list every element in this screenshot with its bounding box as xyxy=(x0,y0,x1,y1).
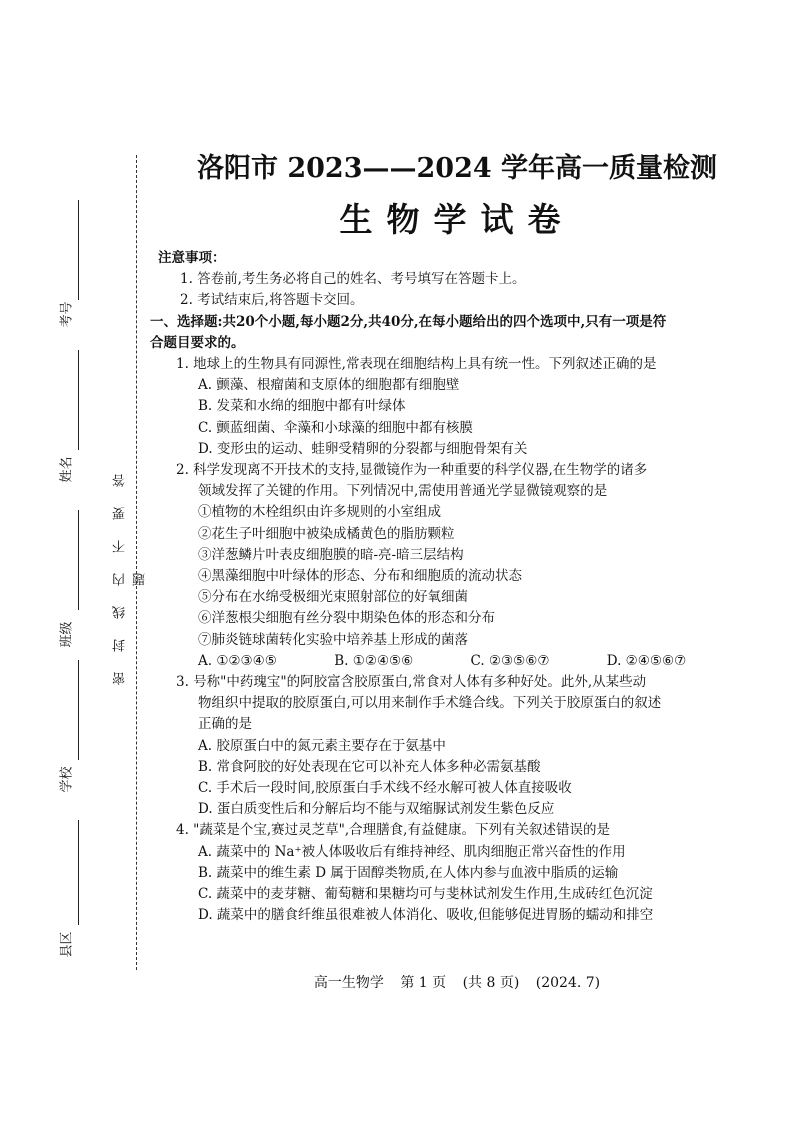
notice-item: 2. 考试结束后,将答题卡交回。 xyxy=(180,292,364,309)
school-line xyxy=(78,660,79,760)
question-4-option-d: D. 蔬菜中的膳食纤维虽很难被人体消化、吸收,但能够促进胃肠的蠕动和排空 xyxy=(198,907,654,924)
question-1-stem: 1. 地球上的生物具有同源性,常表现在细胞结构上具有统一性。下列叙述正确的是 xyxy=(176,356,657,373)
name-label: 姓名 xyxy=(59,456,75,483)
question-2-option-a: A. ①②③④⑤ xyxy=(198,652,277,669)
question-3-stem-cont: 物组织中提取的胶原蛋白,可以用来制作手术缝合线。下列关于胶原蛋白的叙述 xyxy=(198,695,662,712)
seal-line-notice: 密封线内不要答题 xyxy=(113,454,148,686)
question-1-option-a: A. 颤藻、根瘤菌和支原体的细胞都有细胞壁 xyxy=(198,377,460,394)
question-2-item: ①植物的木栓组织由许多规则的小室组成 xyxy=(198,504,441,521)
question-4-option-c: C. 蔬菜中的麦芽糖、葡萄糖和果糖均可与斐林试剂发生作用,生成砖红色沉淀 xyxy=(198,886,653,903)
question-4-option-b: B. 蔬菜中的维生素 D 属于固醇类物质,在人体内参与血液中脂质的运输 xyxy=(198,864,619,881)
name-line xyxy=(78,350,79,450)
question-2-option-d: D. ②④⑤⑥⑦ xyxy=(606,652,687,669)
question-2-stem-cont: 领域发挥了关键的作用。下列情况中,需使用普通光学显微镜观察的是 xyxy=(198,483,608,500)
section-heading-cont: 合题目要求的。 xyxy=(150,334,245,351)
school-label: 学校 xyxy=(59,766,75,793)
exam-number-label: 考号 xyxy=(59,301,75,328)
question-1-option-b: B. 发菜和水绵的细胞中都有叶绿体 xyxy=(198,398,406,415)
page-footer xyxy=(60,972,794,992)
question-1-option-c: C. 颤蓝细菌、伞藻和小球藻的细胞中都有核膜 xyxy=(198,419,473,436)
question-2-choices xyxy=(158,651,743,672)
footer-date: (2024. 7) xyxy=(535,975,601,991)
question-3-stem-cont: 正确的是 xyxy=(198,716,252,733)
question-2-item: ④黑藻细胞中叶绿体的形态、分布和细胞质的流动状态 xyxy=(198,568,522,585)
question-2-item: ⑦肺炎链球菌转化实验中培养基上形成的菌落 xyxy=(198,631,468,648)
question-4-stem: 4. "蔬菜是个宝,赛过灵芝草",合理膳食,有益健康。下列有关叙述错误的是 xyxy=(176,822,610,839)
question-3-option-a: A. 胶原蛋白中的氮元素主要存在于氨基中 xyxy=(198,737,446,754)
class-line xyxy=(78,510,79,610)
question-2-option-b: B. ①②④⑤⑥ xyxy=(334,652,414,669)
class-label: 班级 xyxy=(59,621,75,648)
question-2-stem: 2. 科学发现离不开技术的支持,显微镜作为一种重要的科学仪器,在生物学的诸多 xyxy=(176,462,648,479)
subject-title: 生物学试卷 xyxy=(339,200,575,239)
district-label: 县区 xyxy=(59,931,75,958)
district-line xyxy=(78,820,79,925)
question-2-item: ②花生子叶细胞中被染成橘黄色的脂肪颗粒 xyxy=(198,525,455,542)
question-3-option-d: D. 蛋白质变性后和分解后均不能与双缩脲试剂发生紫色反应 xyxy=(198,801,555,818)
question-1-option-d: D. 变形虫的运动、蛙卵受精卵的分裂都与细胞骨架有关 xyxy=(198,440,528,457)
footer-course: 高一生物学 xyxy=(313,975,384,991)
section-heading: 一、选择题:共20个小题,每小题2分,共40分,在每小题给出的四个选项中,只有一项是符 xyxy=(150,313,667,330)
seal-dashed-line xyxy=(136,155,137,970)
question-3-stem: 3. 号称"中药瑰宝"的阿胶富含胶原蛋白,常食对人体有多种好处。此外,从某些动 xyxy=(176,674,647,691)
question-2-item: ⑤分布在水绵受极细光束照射部位的好氧细菌 xyxy=(198,589,468,606)
exam-content xyxy=(150,248,743,927)
footer-page: 第 1 页 xyxy=(400,975,447,991)
question-3-option-b: B. 常食阿胶的好处表现在它可以补充人体多种必需氨基酸 xyxy=(198,758,541,775)
question-4-option-a: A. 蔬菜中的 Na⁺被人体吸收后有维持神经、肌肉细胞正常兴奋性的作用 xyxy=(198,843,626,860)
exam-title: 洛阳市 2023——2024 学年高一质量检测 xyxy=(196,153,718,184)
footer-total: (共 8 页) xyxy=(462,975,520,991)
notice-heading: 注意事项： xyxy=(158,250,226,266)
question-2-item: ③洋葱鳞片叶表皮细胞膜的暗-亮-暗三层结构 xyxy=(198,546,464,563)
question-3-option-c: C. 手术后一段时间,胶原蛋白手术线不经水解可被人体直接吸收 xyxy=(198,780,572,797)
question-2-item: ⑥洋葱根尖细胞有丝分裂中期染色体的形态和分布 xyxy=(198,610,495,627)
notice-item: 1. 答卷前,考生务必将自己的姓名、考号填写在答题卡上。 xyxy=(180,271,526,288)
question-2-option-c: C. ②③⑤⑥⑦ xyxy=(470,652,550,669)
